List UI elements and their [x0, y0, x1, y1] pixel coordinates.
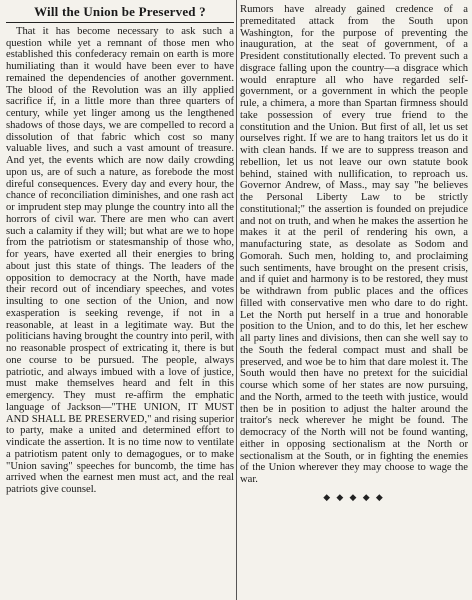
- article-headline: Will the Union be Preserved ?: [34, 4, 206, 19]
- headline-rule: [6, 22, 234, 23]
- right-column-text: Rumors have already gained credence of a premeditated attack from the South upon Washington, for the purpose of preventing the inauguration, at the seat of government, of a President constitutionally elected. To prevent such a disgrace falling upon the country—a disgrace which would enrapture all who have regarded self-government, or a government in which the people rule, a chimera, a more than Spartan firmness should take possession of every true friend to the constitution and the Union. But first of all, let us set ourselves right. If we are to hang traitors let us do it with clean hands. If we are to suppress treason and rebellion, let us not leave our own statute book behind, stained with nullification, to reproach us. Governor Andrew, of Mass., may say "he believes the Personal Liberty Law to be strictly constitutional;" the assertion is founded on prejudice and not on truth, and when he makes the assertion he makes it at the peril of rendering his own, a manufacturing state, as desolate as Sodom and Gomorah. Such men, holding to, and proclaiming such sentiments, have brought on the present crisis, and if quiet and harmony is to be restored, they must be withdrawn from public places and the offices filled with conservative men who dare to do right. Let the North put herself in a true and honorable position to the Union, and to do this, let her eschew all party lines and divisions, then can she well say to the South the federal compact must and shall be preserved, and woe be to him that dare molest it. The South would then have no pretext for the suicidial course which some of her states are now pursuing, and the North, armed to the teeth with justice, would then be in position to adjust the halter around the traitor's neck wherever he might be found. The democracy of the North will not be found wanting, either in opposing sectionalism at the North or sectionalism at the South, or in fighting the enemies of the Union wherever they may choose to wage the war.: [240, 4, 468, 485]
- left-column: [6, 4, 234, 496]
- end-ornament: ◆ ◆ ◆ ◆ ◆: [323, 491, 385, 502]
- column-divider: [236, 0, 237, 600]
- left-column-text: That it has become necessary to ask such a question while yet a remnant of those men who established this confederacy remain on earth is more humiliating than it would have been ever to have remained the dependencies of another government. The blood of the Revolution was an illy applied sacrifice if, in a little more than three quarters of century, while yet linger among us the lengthened shadows of those days, we are compelled to record a dissolution of that fabric which cost so many valuable lives, and such a vast amount of treasure. And yet, the events which are now daily crowding upon us, are of such a nature, as forebode the most direful consequences. Every day and every hour, the chance of reconciliation diminishes, and one rash act or imprudent step may plunge the country into all the horrors of civil war. There are men who can avert such a calamity if they will; but what are we to hope from the patriotism or statesmanship of those who, for years, have exerted all their energies to bring about just this state of things. The leaders of the opposition to democracy at the North, have made their record out of incendiary speeches, and votes insulting to one section of the Union, and now exasperation is seeking revenge, if not in a reasonable, at least in a legitimate way. But the politicians having brought the country into peril, with no reasonable prospect of extricating it, there is but one course to be pursued. The people, always patriotic, and always imbued with a love of justice, must make themselves heard and felt in this emergency. They must re-affirm the emphatic language of Jackson—"THE UNION, IT MUST AND SHALL BE PRESERVED," and rising superior to party, make a united and determined effort to vindicate the assertion. It is no time now to ventilate a patriotism patent only to demagogues, or to make "Union saving" speeches for buncomb, the time has arrived when the earnest men must act, and the real patriots give counsel.: [6, 25, 234, 495]
- right-column: [240, 4, 468, 504]
